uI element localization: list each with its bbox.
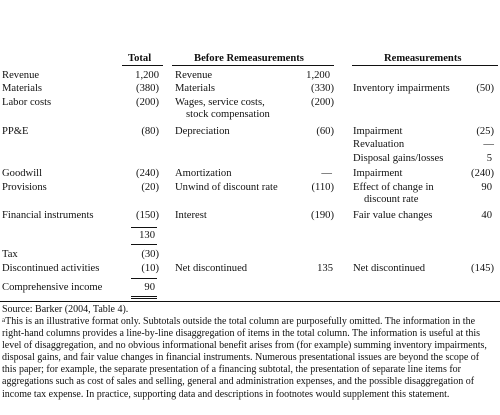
remeas-label-ppe-impairment: Impairment: [353, 126, 403, 137]
remeas-label-goodwill: Impairment: [353, 168, 403, 179]
remeas-label-provisions-2: discount rate: [364, 194, 419, 205]
table-source: Source: Barker (2004, Table 4).: [2, 304, 129, 315]
total-column-header: Total: [128, 53, 152, 64]
row-label-financial: Financial instruments: [2, 210, 94, 221]
before-value-provisions: (110): [311, 182, 334, 193]
before-value-materials: (330): [311, 83, 334, 94]
before-value-revenue: 1,200: [306, 70, 330, 81]
before-value-discontinued: 135: [317, 263, 333, 274]
remeas-label-financial: Fair value changes: [353, 210, 433, 221]
row-label-provisions: Provisions: [2, 182, 47, 193]
remeasurements-header: Remeasurements: [384, 53, 462, 64]
row-label-labor: Labor costs: [2, 97, 52, 108]
row-label-discontinued: Discontinued activities: [2, 263, 100, 274]
total-ppe: (80): [141, 126, 159, 137]
total-labor: (200): [136, 97, 159, 108]
total-tax: (30): [141, 249, 159, 260]
remeas-value-discontinued: (145): [471, 263, 494, 274]
remeas-label-ppe-revaluation: Revaluation: [353, 139, 405, 150]
before-label-financial: Interest: [175, 210, 207, 221]
before-label-labor-1: Wages, service costs,: [175, 97, 265, 108]
remeas-value-provisions: 90: [481, 182, 492, 193]
before-label-discontinued: Net discontinued: [175, 263, 248, 274]
remeas-value-materials: (50): [476, 83, 494, 94]
before-label-ppe: Depreciation: [175, 126, 230, 137]
before-remeasurements-header: Before Remeasurements: [194, 53, 304, 64]
row-label-goodwill: Goodwill: [2, 168, 43, 179]
remeas-label-materials: Inventory impairments: [353, 83, 450, 94]
remeas-value-ppe-impairment: (25): [476, 126, 494, 137]
total-discontinued: (10): [141, 263, 159, 274]
before-value-labor: (200): [311, 97, 334, 108]
total-goodwill: (240): [136, 168, 159, 179]
before-label-goodwill: Amortization: [175, 168, 232, 179]
row-label-ppe: PP&E: [2, 126, 29, 137]
total-header-rule: [122, 65, 163, 66]
before-header-rule: [172, 65, 334, 66]
total-comprehensive: 90: [144, 282, 155, 293]
total-financial: (150): [136, 210, 159, 221]
before-value-goodwill: —: [321, 168, 332, 179]
total-revenue: 1,200: [135, 70, 159, 81]
footnote-text: This is an illustrative format only. Subtotals outside the total column are purposefully omitted. The information in the right-hand columns provides a line-by-line disaggregation of items in the total column. The information is useful at this level of disaggregation, and no obvious informational benefit arises from (for example) summing inventory impairments, disposal gains, and fair value changes in financial instruments. Numerous presentational issues are beyond the scope of this paper; for example, the separate presentation of a financing subtotal, the presentation of separate line items for aggregations such as cost of sales and selling, general and administration expenses, and the possible disaggregation of income tax expense. In practice, supporting data and descriptions in footnotes would supplement this statement.: [2, 316, 487, 400]
remeas-label-ppe-disposal: Disposal gains/losses: [353, 153, 444, 164]
row-label-revenue: Revenue: [2, 70, 40, 81]
remeas-value-ppe-revaluation: —: [483, 139, 494, 150]
before-value-financial: (190): [311, 210, 334, 221]
remeasurements-header-rule: [352, 65, 498, 66]
table-footnote: [2, 316, 494, 401]
total-provisions: (20): [141, 182, 159, 193]
comprehensive-double-rule-2: [131, 298, 157, 299]
comprehensive-double-rule-1: [131, 296, 157, 297]
remeas-value-ppe-disposal: 5: [486, 153, 492, 164]
before-label-labor-2: stock compensation: [186, 109, 270, 120]
total-materials: (380): [136, 83, 159, 94]
before-value-ppe: (60): [316, 126, 334, 137]
row-label-tax: Tax: [2, 249, 18, 260]
table-bottom-rule: [0, 301, 500, 302]
row-label-materials: Materials: [2, 83, 43, 94]
before-label-materials: Materials: [175, 83, 216, 94]
subtotal-rule-top: [131, 227, 157, 228]
comprehensive-rule-top: [131, 278, 157, 279]
remeas-value-financial: 40: [481, 210, 492, 221]
remeas-value-goodwill: (240): [471, 168, 494, 179]
subtotal-rule-bottom: [131, 244, 157, 245]
remeas-label-discontinued: Net discontinued: [353, 263, 426, 274]
before-label-revenue: Revenue: [175, 70, 213, 81]
before-label-provisions: Unwind of discount rate: [175, 182, 278, 193]
remeas-label-provisions-1: Effect of change in: [353, 182, 434, 193]
total-subtotal: 130: [139, 230, 155, 241]
footnote-marker: a: [2, 316, 6, 324]
row-label-comprehensive: Comprehensive income: [2, 282, 103, 293]
